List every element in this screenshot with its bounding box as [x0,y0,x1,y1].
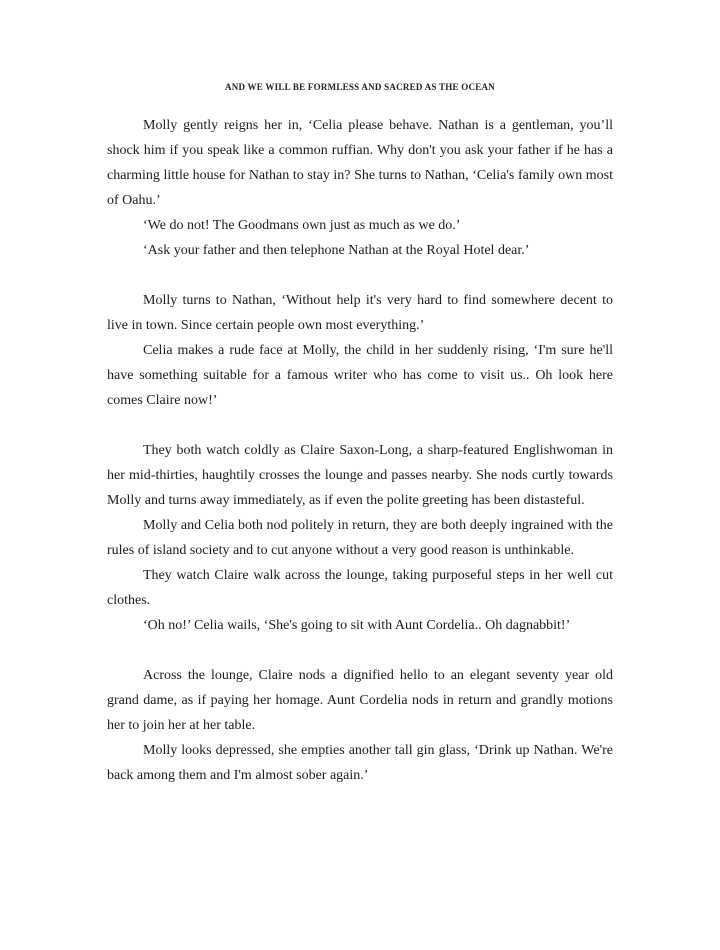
paragraph: Molly and Celia both nod politely in return, they are both deeply ingrained with the rules of island society and to cut anyone without a very good reason is unthinkable. [107,518,613,558]
paragraph: Across the lounge, Claire nods a dignified hello to an elegant seventy year old grand dame, as if paying her homage. Aunt Cordelia nods in return and grandly motions her to join her at her table. [107,668,613,733]
paragraph: Molly gently reigns her in, ‘Celia please behave. Nathan is a gentleman, you’ll shock him if you speak like a common ruffian. Why don't you ask your father if he has a charming little house for Nathan to stay in? She turns to Nathan, ‘Celia's family own most of Oahu.’ [107,118,613,208]
paragraph: ‘Oh no!’ Celia wails, ‘She's going to sit with Aunt Cordelia.. Oh dagnabbit!’ [143,618,571,633]
paragraph: Molly looks depressed, she empties another tall gin glass, ‘Drink up Nathan. We're back among them and I'm almost sober again.’ [107,743,613,783]
page-body-text [107,113,613,788]
paragraph: Celia makes a rude face at Molly, the child in her suddenly rising, ‘I'm sure he'll have something suitable for a famous writer who has come to visit us.. Oh look here comes Claire now!’ [107,343,613,408]
page-header-title: AND WE WILL BE FORMLESS AND SACRED AS THE OCEAN [224,82,496,92]
paragraph: ‘Ask your father and then telephone Nathan at the Royal Hotel dear.’ [143,243,530,258]
paragraph: ‘We do not! The Goodmans own just as much as we do.’ [143,218,461,233]
paragraph: They both watch coldly as Claire Saxon-Long, a sharp-featured Englishwoman in her mid-thirties, haughtily crosses the lounge and passes nearby. She nods curtly towards Molly and turns away immediately, as if even the polite greeting has been distasteful. [107,443,613,508]
paragraph: Molly turns to Nathan, ‘Without help it's very hard to find somewhere decent to live in town. Since certain people own most everything.’ [107,293,613,333]
paragraph: They watch Claire walk across the lounge, taking purposeful steps in her well cut clothes. [107,568,613,608]
